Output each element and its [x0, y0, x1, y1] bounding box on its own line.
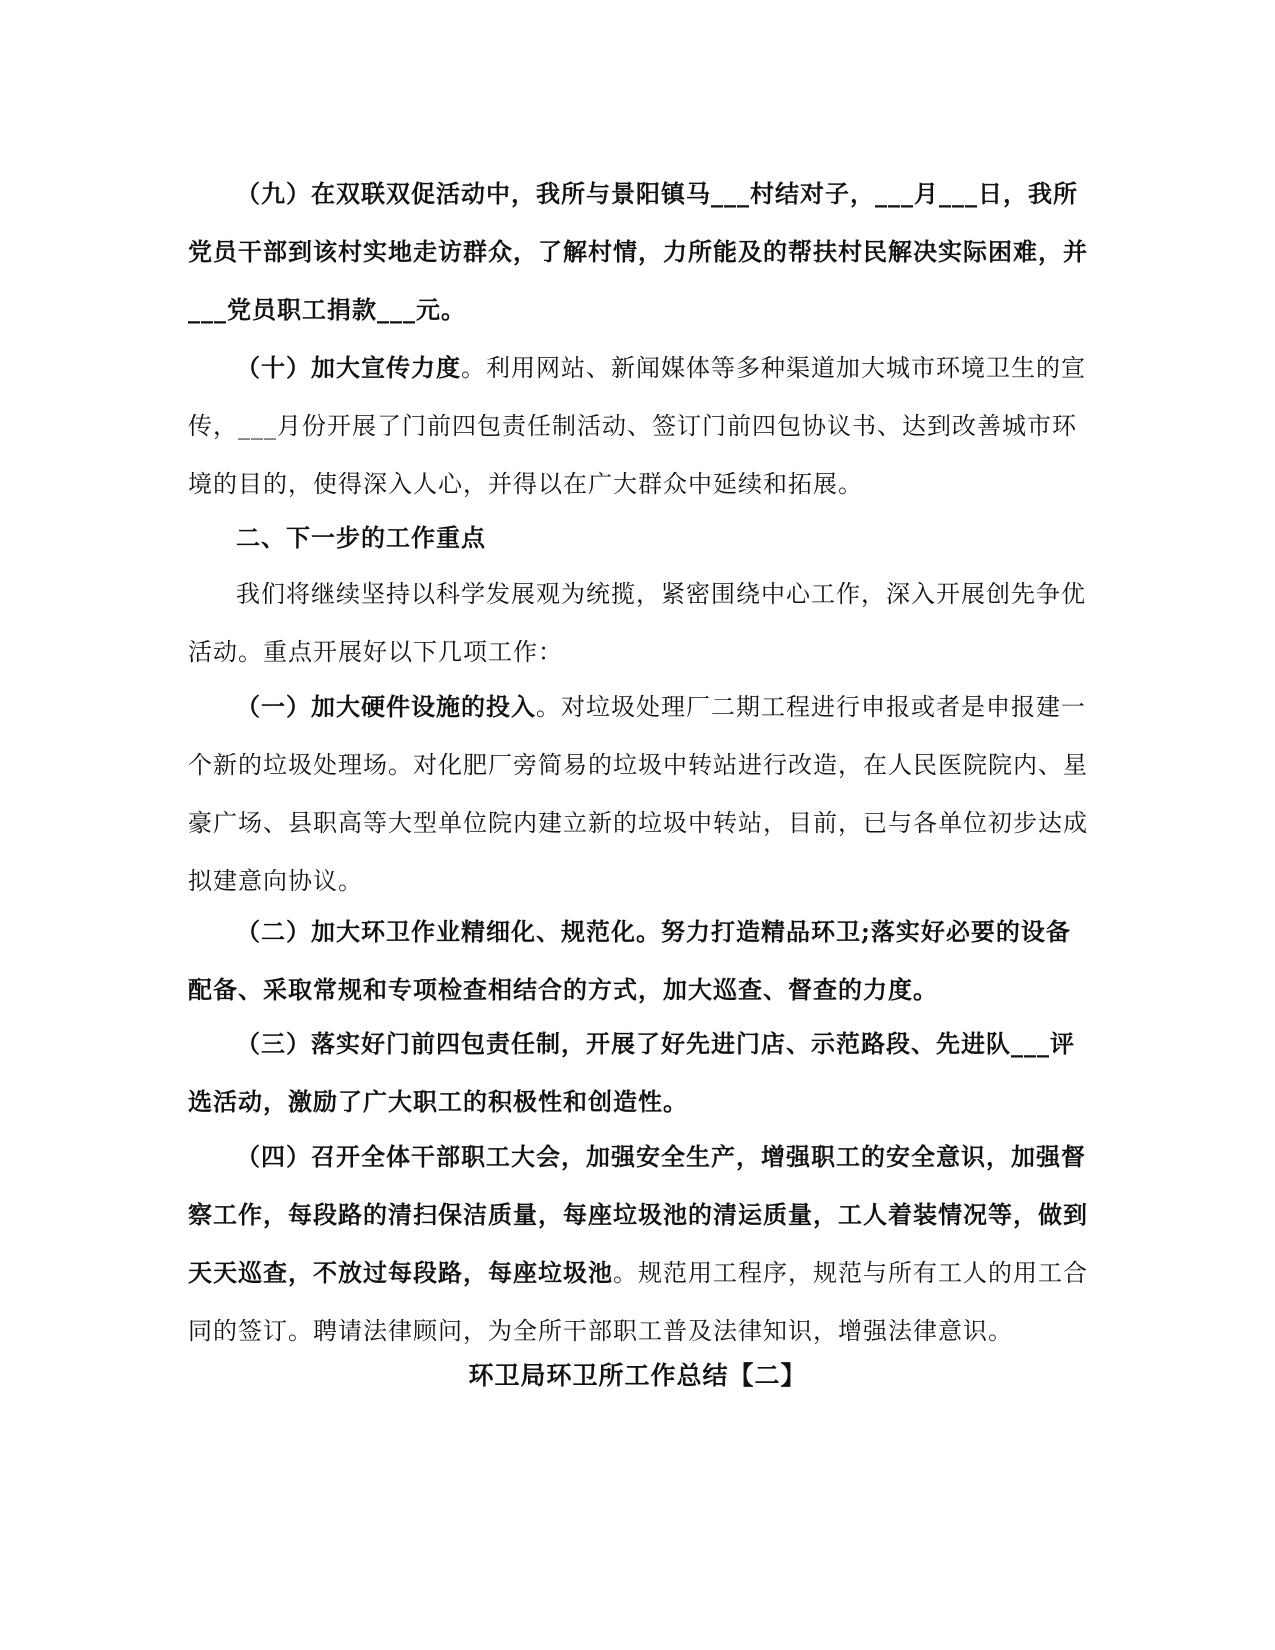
section-heading-next-steps: 二、下一步的工作重点: [236, 523, 486, 552]
paragraph-item-10-text: 。利用网站、新闻媒体等多种渠道加大城市环境卫生的宣传，___月份开展了门前四包责任制活动、签订门前四包协议书、达到改善城市环境的目的，使得深入人心，并得以在广大群众中延续和拓展。: [188, 354, 1086, 498]
intro-paragraph: 我们将继续坚持以科学发展观为统揽，紧密围绕中心工作，深入开展创先争优活动。重点开展好以下几项工作：: [188, 580, 1086, 666]
paragraph-task-1: [188, 678, 1088, 910]
next-section-title: 环卫局环卫所工作总结【二】: [468, 1361, 807, 1390]
paragraph-item-9-bold-text: （九）在双联双促活动中，我所与景阳镇马___村结对子，___月___日，我所党员干部到该村实地走访群众，了解村情，力所能及的帮扶村民解决实际困难，并___党员职工捐款___元。: [188, 179, 1088, 324]
paragraph-task-4-text: 。规范用工程序，规范与所有工人的用工合同的签订。聘请法律顾问，为全所干部职工普及法律知识，增强法律意识。: [188, 1259, 1088, 1345]
paragraph-item-9: [188, 165, 1088, 339]
paragraph-task-2-bold-text: （二）加大环卫作业精细化、规范化。努力打造精品环卫;落实好必要的设备配备、采取常规和专项检查相结合的方式，加大巡查、督查的力度。: [188, 917, 1071, 1004]
paragraph-task-3-bold-text: （三）落实好门前四包责任制，开展了好先进门店、示范路段、先进队___评选活动，激励了广大职工的积极性和创造性。: [188, 1029, 1075, 1116]
paragraph-task-3: [188, 1015, 1088, 1131]
paragraph-task-2: [188, 903, 1088, 1019]
paragraph-task-1-text: 。对垃圾处理厂二期工程进行申报或者是申报建一个新的垃圾处理场。对化肥厂旁简易的垃圾中转站进行改造，在人民医院院内、星豪广场、县职高等大型单位院内建立新的垃圾中转站，目前，已与各单位初步达成拟建意向协议。: [188, 693, 1088, 895]
paragraph-item-10-bold-text: （十）加大宣传力度: [236, 353, 461, 382]
paragraph-task-1-bold-text: （一）加大硬件设施的投入: [236, 692, 536, 721]
paragraph-task-4: [188, 1128, 1088, 1360]
paragraph-item-10: [188, 339, 1088, 513]
paragraph-task-4-bold-text: （四）召开全体干部职工大会，加强安全生产，增强职工的安全意识，加强督察工作，每段路的清扫保洁质量，每座垃圾池的清运质量，工人着装情况等，做到天天巡查，不放过每段路，每座垃圾池: [188, 1142, 1088, 1287]
